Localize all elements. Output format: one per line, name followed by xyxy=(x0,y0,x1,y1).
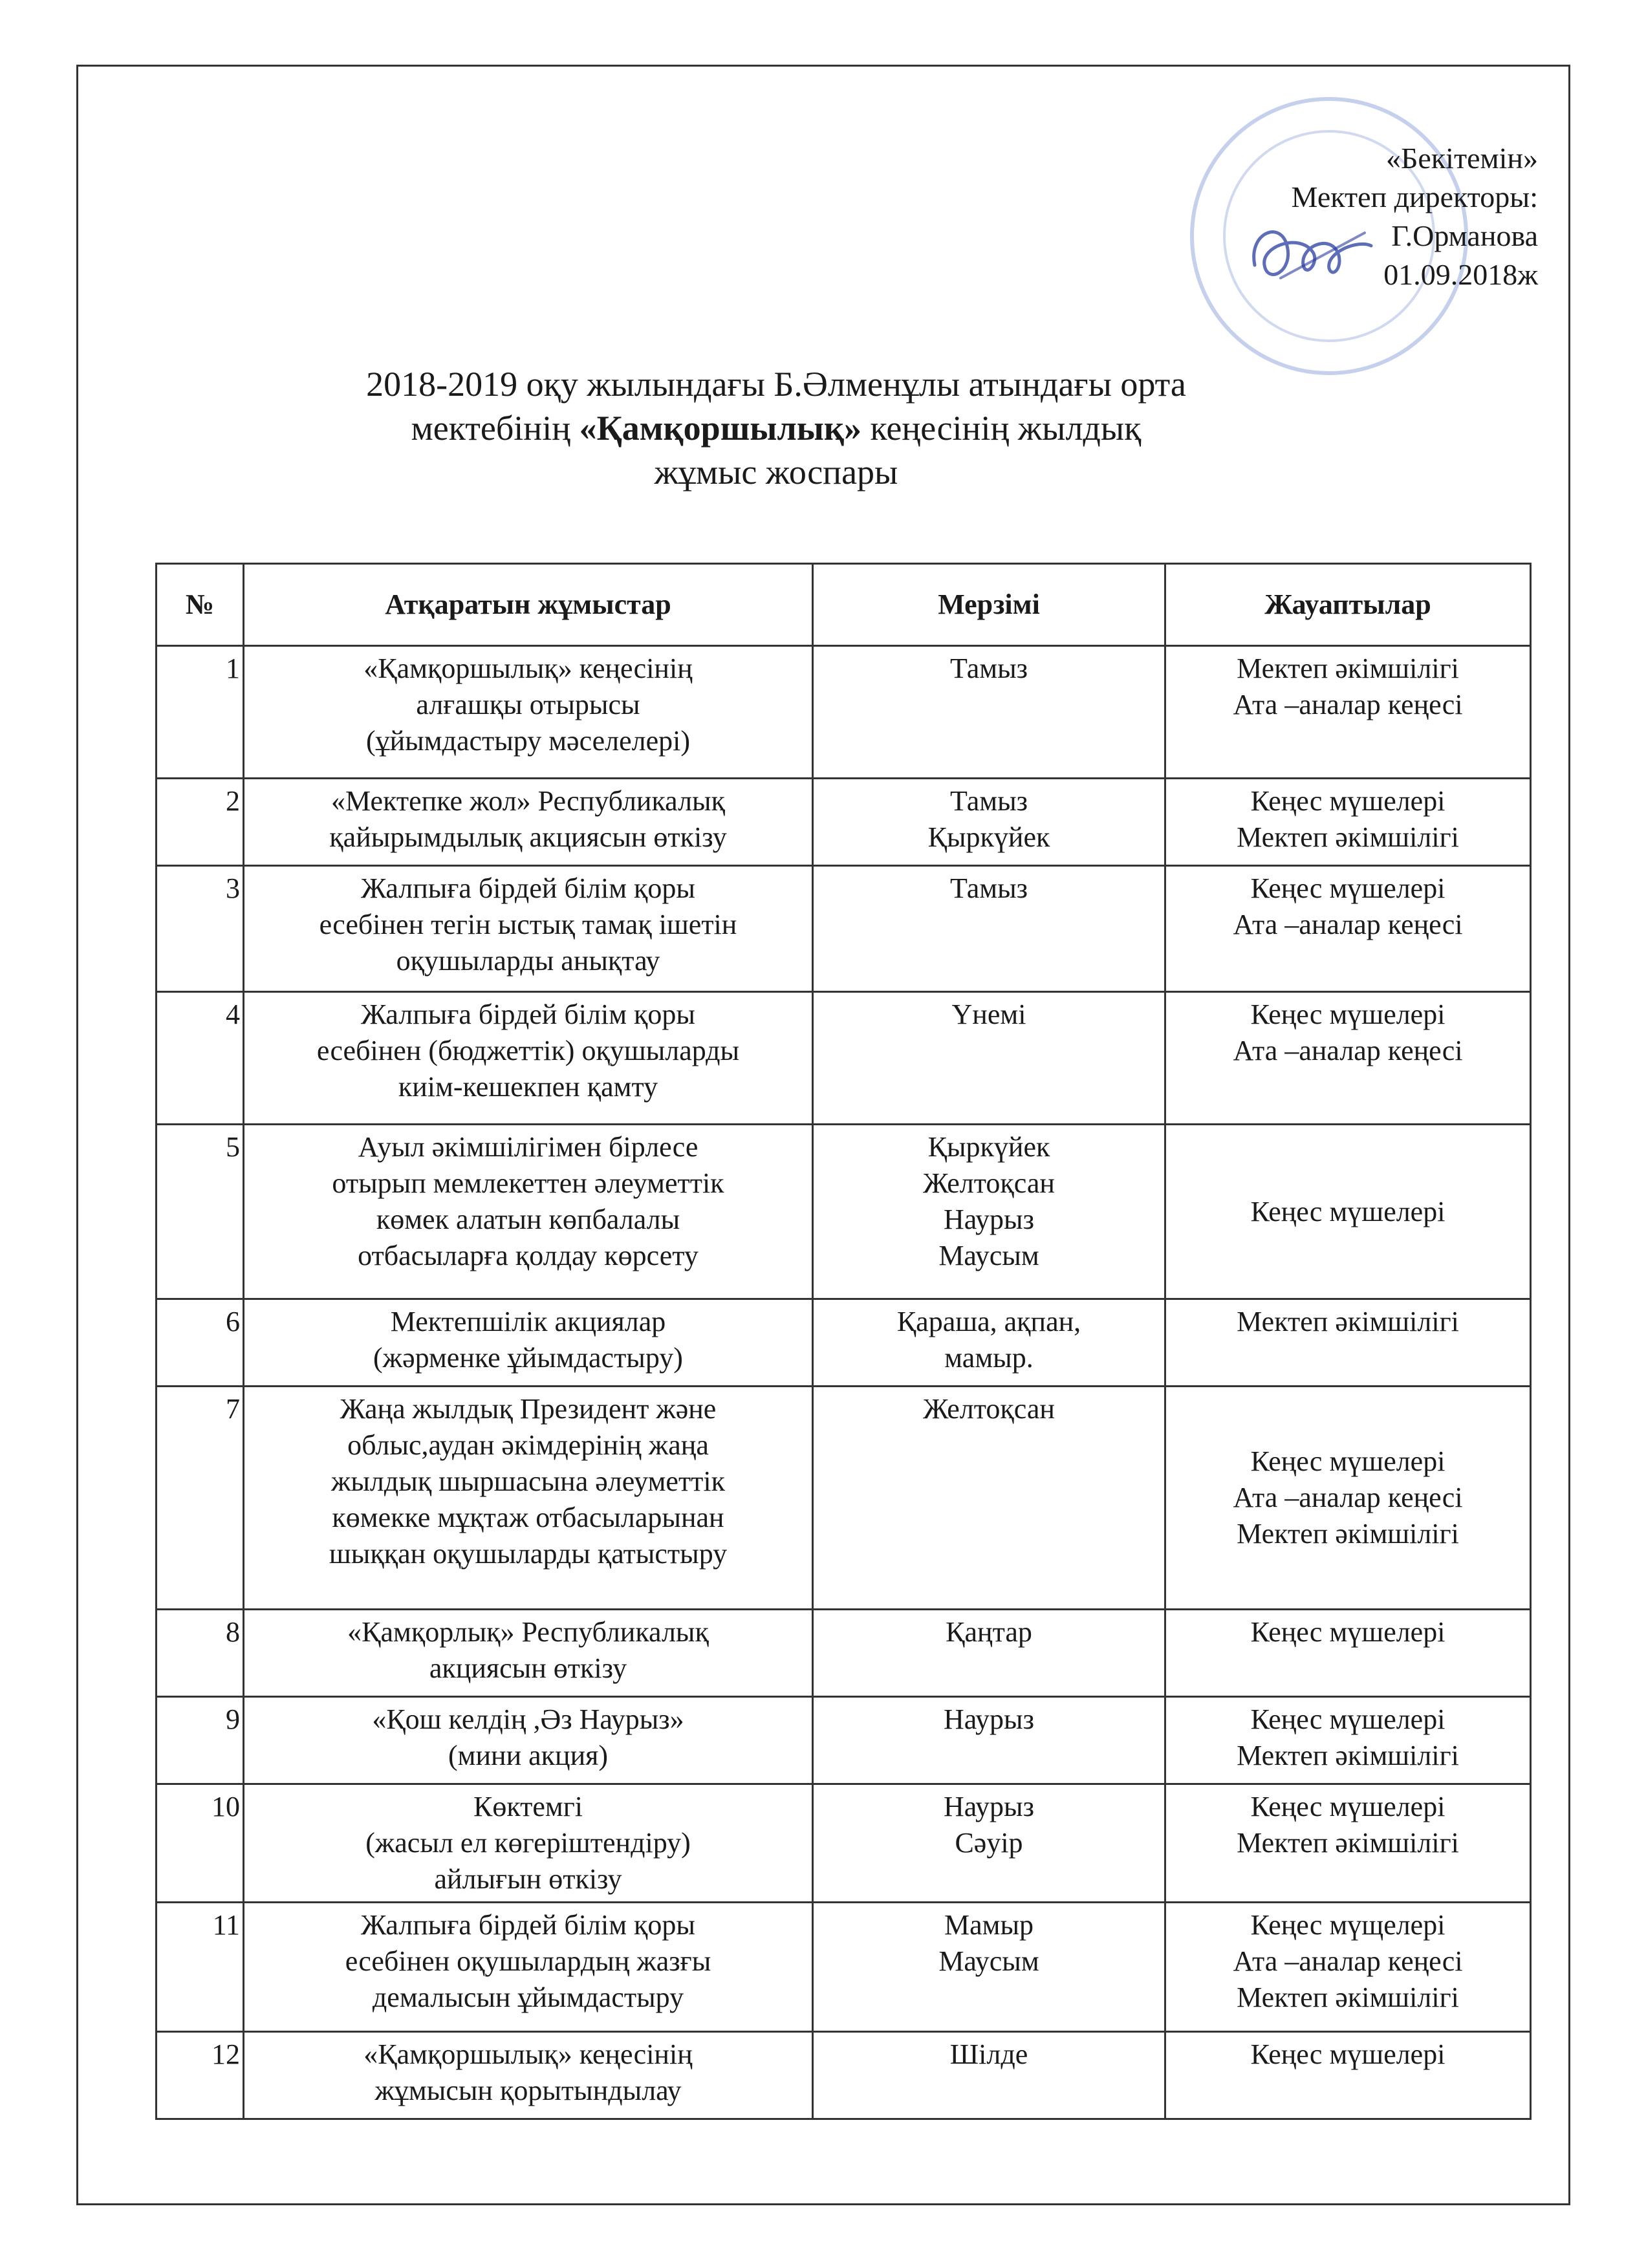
work-line: отбасыларға қолдау көрсету xyxy=(358,1240,698,1271)
cell-term xyxy=(813,1610,1165,1697)
work-line: қайырымдылық акциясын өткізу xyxy=(329,821,727,853)
council-name: «Қамқоршылық» xyxy=(579,409,862,448)
approval-line: Г.Орманова xyxy=(1391,219,1538,252)
term-line: Сәуір xyxy=(955,1827,1023,1859)
term-line: Маусым xyxy=(938,1945,1039,1977)
cell-resp xyxy=(1165,1299,1531,1387)
resp-line: Мектеп әкімшілігі xyxy=(1237,1827,1459,1859)
cell-resp xyxy=(1165,1610,1531,1697)
work-line: есебінен (бюджеттік) оқушыларды xyxy=(316,1035,740,1066)
term-line: Қыркүйек xyxy=(927,821,1050,853)
work-line: «Қамқорлық» Республикалық xyxy=(347,1616,709,1648)
cell-work xyxy=(244,646,813,779)
work-line: Жалпыға бірдей білім қоры xyxy=(361,872,695,904)
resp-line: Кеңес мүшелері xyxy=(1250,1791,1446,1822)
term-line: Қараша, ақпан, xyxy=(896,1306,1081,1337)
row-number: 5 xyxy=(157,1125,244,1299)
table-row xyxy=(157,1125,1531,1299)
work-line: облыс,аудан әкімдерінің жаңа xyxy=(347,1429,709,1461)
work-line: «Қамқоршылық» кеңесінің xyxy=(363,2038,693,2070)
row-number: 4 xyxy=(157,992,244,1125)
cell-term xyxy=(813,2032,1165,2119)
title-line-1: 2018-2019 оқу жылындағы Б.Әлменұлы атындағы орта xyxy=(366,365,1186,404)
approval-block xyxy=(1292,139,1538,294)
work-line: Жалпыға бірдей білім қоры xyxy=(361,1909,695,1941)
work-line: Жалпыға бірдей білім қоры xyxy=(361,999,695,1030)
resp-line: Мектеп әкімшілігі xyxy=(1237,1518,1459,1550)
row-number: 6 xyxy=(157,1299,244,1387)
work-line: алғашқы отырысы xyxy=(416,689,640,720)
work-line: есебінен оқушылардың жазғы xyxy=(345,1945,711,1977)
term-line: Маусым xyxy=(938,1240,1039,1271)
resp-line: Ата –аналар кеңесі xyxy=(1233,909,1463,940)
cell-work xyxy=(244,1299,813,1387)
resp-line: Мектеп әкімшілігі xyxy=(1237,1982,1459,2013)
resp-line: Мектеп әкімшілігі xyxy=(1237,1306,1459,1337)
table-row xyxy=(157,1610,1531,1697)
table-row xyxy=(157,1784,1531,1903)
resp-line: Мектеп әкімшілігі xyxy=(1237,653,1459,684)
table-body xyxy=(157,646,1531,2119)
work-line: «Қамқоршылық» кеңесінің xyxy=(363,653,693,684)
term-line: Наурыз xyxy=(943,1703,1034,1735)
row-number: 11 xyxy=(157,1903,244,2032)
resp-line: Кеңес мүшелері xyxy=(1250,1445,1446,1477)
cell-resp xyxy=(1165,2032,1531,2119)
table-row xyxy=(157,1387,1531,1610)
cell-term xyxy=(813,1784,1165,1903)
work-line: Мектепшілік акциялар xyxy=(390,1306,666,1337)
cell-resp xyxy=(1165,1125,1531,1299)
work-line: жылдық шыршасына әлеуметтік xyxy=(330,1465,726,1497)
cell-work xyxy=(244,779,813,866)
approval-line: «Бекітемін» xyxy=(1386,142,1538,175)
table-row xyxy=(157,866,1531,992)
work-line: көмек алатын көпбалалы xyxy=(376,1204,680,1235)
row-number: 1 xyxy=(157,646,244,779)
term-line: Наурыз xyxy=(943,1204,1034,1235)
resp-line: Кеңес мүшелері xyxy=(1250,2038,1446,2070)
resp-line: Ата –аналар кеңесі xyxy=(1233,689,1463,720)
cell-resp xyxy=(1165,1387,1531,1610)
cell-term xyxy=(813,1125,1165,1299)
cell-term xyxy=(813,1903,1165,2032)
resp-line: Мектеп әкімшілігі xyxy=(1237,1740,1459,1771)
cell-work xyxy=(244,1697,813,1784)
cell-term xyxy=(813,1387,1165,1610)
work-line: айлығын өткізу xyxy=(434,1863,622,1895)
cell-work xyxy=(244,1903,813,2032)
table-header-row xyxy=(157,564,1531,646)
work-line: көмекке мұқтаж отбасыларынан xyxy=(332,1502,724,1533)
cell-resp xyxy=(1165,1697,1531,1784)
resp-line: Мектеп әкімшілігі xyxy=(1237,821,1459,853)
resp-line: Ата –аналар кеңесі xyxy=(1233,1945,1463,1977)
row-number: 8 xyxy=(157,1610,244,1697)
header-responsible: Жауаптылар xyxy=(1165,564,1531,646)
work-line: (ұйымдастыру мәселелері) xyxy=(365,725,691,757)
row-number: 3 xyxy=(157,866,244,992)
work-line: (жәрменке ұйымдастыру) xyxy=(373,1342,683,1374)
term-line: Тамыз xyxy=(949,653,1028,684)
work-line: (мини акция) xyxy=(448,1740,609,1771)
resp-line: Кеңес мүшелері xyxy=(1250,785,1446,817)
row-number: 9 xyxy=(157,1697,244,1784)
approval-line: 01.09.2018ж xyxy=(1383,258,1538,291)
term-line: Тамыз xyxy=(949,872,1028,904)
cell-resp xyxy=(1165,866,1531,992)
work-line: оқушыларды анықтау xyxy=(396,945,660,977)
table-row xyxy=(157,2032,1531,2119)
cell-work xyxy=(244,1125,813,1299)
table-row xyxy=(157,992,1531,1125)
work-line: киім-кешекпен қамту xyxy=(398,1071,658,1103)
title-line-2 xyxy=(162,406,1391,450)
document-title xyxy=(162,362,1391,494)
work-line: шыққан оқушыларды қатыстыру xyxy=(329,1538,728,1570)
resp-line: Ата –аналар кеңесі xyxy=(1233,1482,1463,1513)
header-num: № xyxy=(157,564,244,646)
cell-resp xyxy=(1165,1903,1531,2032)
cell-resp xyxy=(1165,1784,1531,1903)
cell-work xyxy=(244,1610,813,1697)
work-line: Ауыл әкімшілігімен бірлесе xyxy=(358,1131,698,1163)
term-line: Наурыз xyxy=(943,1791,1034,1822)
approval-line: Мектеп директоры: xyxy=(1291,180,1538,213)
table-row xyxy=(157,1299,1531,1387)
term-line: Қаңтар xyxy=(946,1616,1032,1648)
title-line-3: жұмыс жоспары xyxy=(654,453,898,491)
work-line: (жасыл ел көгеріштендіру) xyxy=(365,1827,691,1859)
cell-work xyxy=(244,2032,813,2119)
work-line: есебінен тегін ыстық тамақ ішетін xyxy=(319,909,737,940)
cell-term xyxy=(813,779,1165,866)
term-line: Қыркүйек xyxy=(927,1131,1050,1163)
work-line: «Қош келдің ,Әз Наурыз» xyxy=(372,1703,684,1735)
table-row xyxy=(157,1697,1531,1784)
work-line: демалысын ұйымдастыру xyxy=(372,1982,684,2013)
cell-work xyxy=(244,1387,813,1610)
resp-line: Ата –аналар кеңесі xyxy=(1233,1035,1463,1066)
term-line: Шілде xyxy=(949,2038,1028,2070)
row-number: 2 xyxy=(157,779,244,866)
work-line: «Мектепке жол» Республикалық xyxy=(331,785,725,817)
resp-line: Кеңес мүшелері xyxy=(1250,1616,1446,1648)
cell-resp xyxy=(1165,646,1531,779)
term-line: Желтоқсан xyxy=(923,1167,1055,1199)
resp-line: Кеңес мүщелері xyxy=(1250,1909,1446,1941)
cell-term xyxy=(813,646,1165,779)
work-line: жұмысын қорытындылау xyxy=(374,2075,682,2106)
resp-line: Кеңес мүшелері xyxy=(1250,1703,1446,1735)
term-line: Тамыз xyxy=(949,785,1028,817)
term-line: Үнемі xyxy=(951,999,1026,1030)
cell-resp xyxy=(1165,992,1531,1125)
work-line: Жаңа жылдық Президент және xyxy=(340,1393,717,1425)
cell-work xyxy=(244,992,813,1125)
work-line: Көктемгі xyxy=(473,1791,583,1822)
table-row xyxy=(157,1903,1531,2032)
header-work: Атқаратын жұмыстар xyxy=(244,564,813,646)
header-term: Мерзімі xyxy=(813,564,1165,646)
resp-line: Кеңес мүшелері xyxy=(1250,1195,1446,1227)
table-row xyxy=(157,646,1531,779)
term-line: Мамыр xyxy=(944,1909,1034,1941)
title-line-2-suffix: кеңесінің жылдық xyxy=(861,409,1142,448)
cell-term xyxy=(813,1299,1165,1387)
cell-work xyxy=(244,1784,813,1903)
row-number: 7 xyxy=(157,1387,244,1610)
cell-work xyxy=(244,866,813,992)
cell-resp xyxy=(1165,779,1531,866)
row-number: 10 xyxy=(157,1784,244,1903)
term-line: Желтоқсан xyxy=(923,1393,1055,1425)
cell-term xyxy=(813,1697,1165,1784)
work-plan-table xyxy=(155,563,1532,2120)
title-line-2-prefix: мектебінің xyxy=(411,409,579,448)
resp-line: Кеңес мүшелері xyxy=(1250,872,1446,904)
work-line: акциясын өткізу xyxy=(429,1652,627,1684)
term-line: мамыр. xyxy=(944,1342,1034,1374)
row-number: 12 xyxy=(157,2032,244,2119)
table-row xyxy=(157,779,1531,866)
work-line: отырып мемлекеттен әлеуметтік xyxy=(332,1167,724,1199)
cell-term xyxy=(813,866,1165,992)
cell-term xyxy=(813,992,1165,1125)
resp-line: Кеңес мүшелері xyxy=(1250,999,1446,1030)
